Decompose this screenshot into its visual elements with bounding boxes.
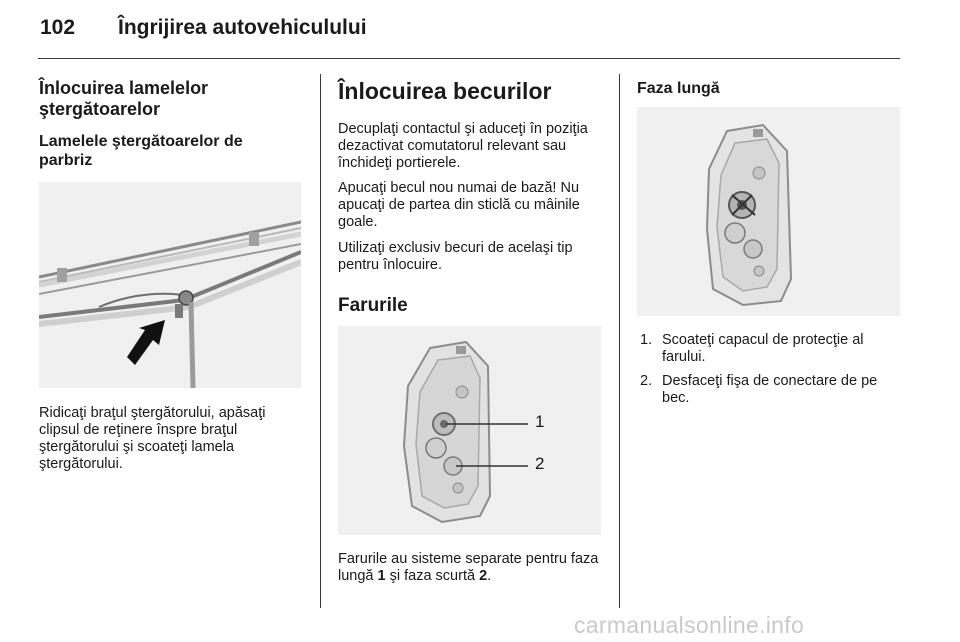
wiper-figure [39, 182, 301, 388]
subsection-title-windscreen-wipers: Lamelele ştergătoarelor de parbriz [39, 133, 243, 169]
bulbs-paragraph-2: Apucaţi becul nou numai de bază! Nu apucaţi de partea din sticlă cu mâinile goale. [338, 180, 580, 230]
high-beam-steps [637, 332, 902, 414]
caption-text-c: şi faza scurtă [385, 568, 480, 584]
bulbs-paragraph-1: Decuplaţi contactul şi aduceţi în poziţia dezactivat comutatorul relevant sau închideţi portierele. [338, 121, 588, 171]
watermark: carmanualsonline.info [574, 612, 805, 638]
wiper-instruction-text: Ridicaţi braţul ştergătorului, apăsaţi clipsul de reţinere înspre braţul ştergătorului şi scoateţi lamela ştergătorului. [39, 405, 266, 472]
wiper-arm-illustration-icon [39, 182, 301, 388]
step-text: Scoateţi capacul de protecţie al farului. [662, 332, 864, 365]
section-title-wiper: Înlocuirea lamelelor ştergătoarelor [39, 78, 209, 119]
subsection-title-high-beam: Faza lungă [637, 80, 720, 97]
step-item [637, 332, 902, 366]
caption-text-d: . [487, 568, 492, 584]
caption-ref-1: 1 [377, 568, 386, 584]
step-item [637, 373, 902, 407]
caption-ref-2: 2 [479, 568, 488, 584]
high-beam-figure [637, 107, 900, 316]
high-beam-bulb-illustration-icon [637, 107, 900, 316]
bulbs-paragraph-3: Utilizaţi exclusiv becuri de acelaşi tip pentru înlocuire. [338, 240, 573, 273]
header-divider [38, 58, 900, 59]
headlight-figure [338, 326, 601, 535]
step-number: 2. [640, 373, 653, 389]
step-number: 1. [640, 332, 653, 348]
step-text: Desfaceţi fişa de conectare de pe bec. [662, 373, 878, 406]
figure-label-2: 2 [535, 454, 545, 473]
headlight-assembly-illustration-icon [338, 326, 601, 535]
page-title: Îngrijirea autovehiculului [118, 16, 367, 39]
subsection-title-headlights: Farurile [338, 295, 408, 316]
headlight-caption [338, 551, 606, 585]
column-divider-1 [320, 74, 321, 608]
section-title-bulbs: Înlocuirea becurilor [338, 78, 552, 104]
figure-label-1: 1 [535, 412, 545, 431]
caption-text-a: Farurile au sisteme separate pentru faza lungă [338, 551, 599, 584]
page-number: 102 [40, 16, 76, 39]
column-divider-2 [619, 74, 620, 608]
